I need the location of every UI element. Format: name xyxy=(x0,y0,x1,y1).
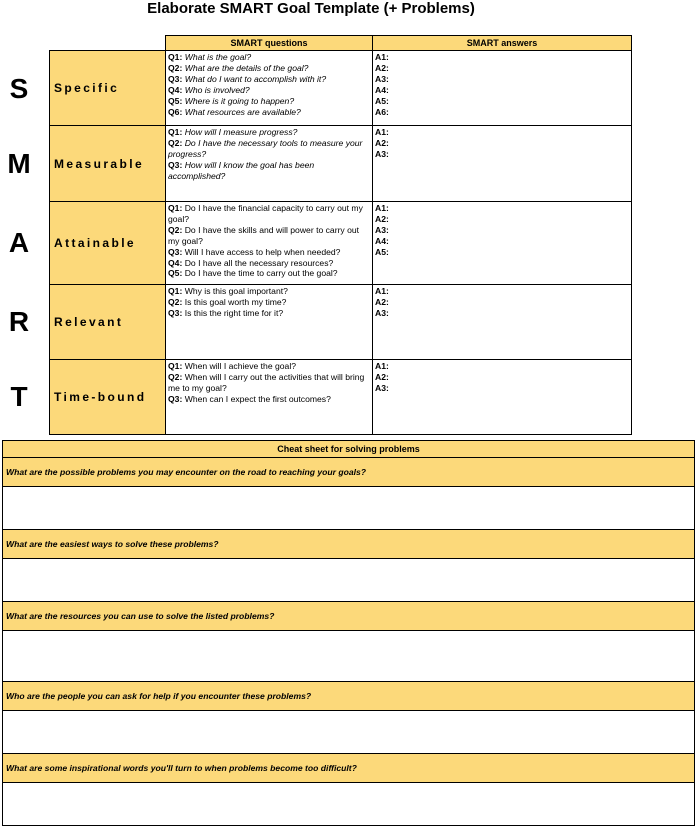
criterion-measurable: Measurable xyxy=(50,126,166,202)
problem-answer-field[interactable] xyxy=(3,487,695,530)
answer-label: A3: xyxy=(375,307,389,318)
question-item: Q3: When can I expect the first outcomes? xyxy=(168,393,331,404)
question-item: Q3: Will I have access to help when needed? xyxy=(168,246,341,257)
question-item: Q1: Why is this goal important? xyxy=(168,286,288,296)
letter-r: R xyxy=(8,306,30,337)
answer-label: A4: xyxy=(375,235,389,246)
answers-attainable[interactable] xyxy=(373,202,632,285)
answers-measurable[interactable] xyxy=(373,126,632,202)
answer-label: A3: xyxy=(375,73,389,84)
answer-label: A1: xyxy=(375,203,389,213)
question-item: Q1: When will I achieve the goal? xyxy=(168,361,297,371)
problem-answer-field[interactable] xyxy=(3,631,695,682)
letter-t: T xyxy=(10,381,28,412)
question-item: Q4: Who is involved? xyxy=(168,84,250,95)
answers-relevant[interactable] xyxy=(373,285,632,360)
row-attainable xyxy=(50,202,632,285)
problem-question: What are the easiest ways to solve these problems? xyxy=(3,530,695,559)
problem-question: Who are the people you can ask for help if you encounter these problems? xyxy=(3,682,695,711)
answer-label: A2: xyxy=(375,62,389,73)
header-questions: SMART questions xyxy=(166,36,373,51)
question-item: Q2: When will I carry out the activities that will bring me to my goal? xyxy=(168,371,365,393)
question-item: Q2: What are the details of the goal? xyxy=(168,62,309,73)
criterion-time-bound: Time-bound xyxy=(50,360,166,435)
answer-label: A5: xyxy=(375,95,389,106)
answer-label: A1: xyxy=(375,52,389,62)
answer-label: A2: xyxy=(375,296,389,307)
criterion-relevant: Relevant xyxy=(50,285,166,360)
questions-attainable[interactable] xyxy=(166,202,373,285)
questions-relevant[interactable] xyxy=(166,285,373,360)
question-item: Q5: Where is it going to happen? xyxy=(168,95,295,106)
criterion-specific: Specific xyxy=(50,51,166,126)
answer-label: A1: xyxy=(375,361,389,371)
question-item: Q5: Do I have the time to carry out the goal? xyxy=(168,268,338,279)
answer-label: A2: xyxy=(375,213,389,224)
question-item: Q1: How will I measure progress? xyxy=(168,127,298,137)
answer-label: A3: xyxy=(375,382,389,393)
answers-time-bound[interactable] xyxy=(373,360,632,435)
cheat-sheet-table xyxy=(2,440,695,826)
blank-corner xyxy=(50,36,166,51)
page-title: Elaborate SMART Goal Template (+ Problems) xyxy=(147,0,475,17)
question-item: Q2: Do I have the skills and will power to carry out my goal? xyxy=(168,224,360,246)
questions-specific[interactable] xyxy=(166,51,373,126)
question-item: Q3: What do I want to accomplish with it? xyxy=(168,73,327,84)
questions-time-bound[interactable] xyxy=(166,360,373,435)
answer-label: A1: xyxy=(375,286,389,296)
problem-answer-field[interactable] xyxy=(3,559,695,602)
question-item: Q6: What resources are available? xyxy=(168,106,301,117)
question-item: Q1: What is the goal? xyxy=(168,52,252,62)
questions-measurable[interactable] xyxy=(166,126,373,202)
row-time-bound xyxy=(50,360,632,435)
smart-table xyxy=(49,35,632,435)
letter-a: A xyxy=(8,227,30,258)
problem-question: What are the possible problems you may encounter on the road to reaching your goals? xyxy=(3,458,695,487)
letter-m: M xyxy=(7,148,31,179)
row-measurable xyxy=(50,126,632,202)
question-item: Q4: Do I have all the necessary resources? xyxy=(168,257,334,268)
row-relevant xyxy=(50,285,632,360)
problem-question: What are the resources you can use to solve the listed problems? xyxy=(3,602,695,631)
question-item: Q3: Is this the right time for it? xyxy=(168,307,284,318)
header-answers: SMART answers xyxy=(373,36,632,51)
question-item: Q1: Do I have the financial capacity to carry out my goal? xyxy=(168,203,363,224)
answer-label: A6: xyxy=(375,106,389,117)
answer-label: A3: xyxy=(375,148,389,159)
answer-label: A4: xyxy=(375,84,389,95)
answers-specific[interactable] xyxy=(373,51,632,126)
letter-s: S xyxy=(9,73,29,104)
answer-label: A1: xyxy=(375,127,389,137)
answer-label: A3: xyxy=(375,224,389,235)
problem-answer-field[interactable] xyxy=(3,711,695,754)
problem-answer-field[interactable] xyxy=(3,783,695,826)
question-item: Q3: How will I know the goal has been accomplished? xyxy=(168,159,315,181)
answer-label: A5: xyxy=(375,246,389,257)
criterion-attainable: Attainable xyxy=(50,202,166,285)
problem-question: What are some inspirational words you'll turn to when problems become too difficult? xyxy=(3,754,695,783)
cheat-sheet-header: Cheat sheet for solving problems xyxy=(3,441,695,458)
answer-label: A2: xyxy=(375,371,389,382)
row-specific xyxy=(50,51,632,126)
answer-label: A2: xyxy=(375,137,389,148)
question-item: Q2: Do I have the necessary tools to measure your progress? xyxy=(168,137,363,159)
question-item: Q2: Is this goal worth my time? xyxy=(168,296,287,307)
